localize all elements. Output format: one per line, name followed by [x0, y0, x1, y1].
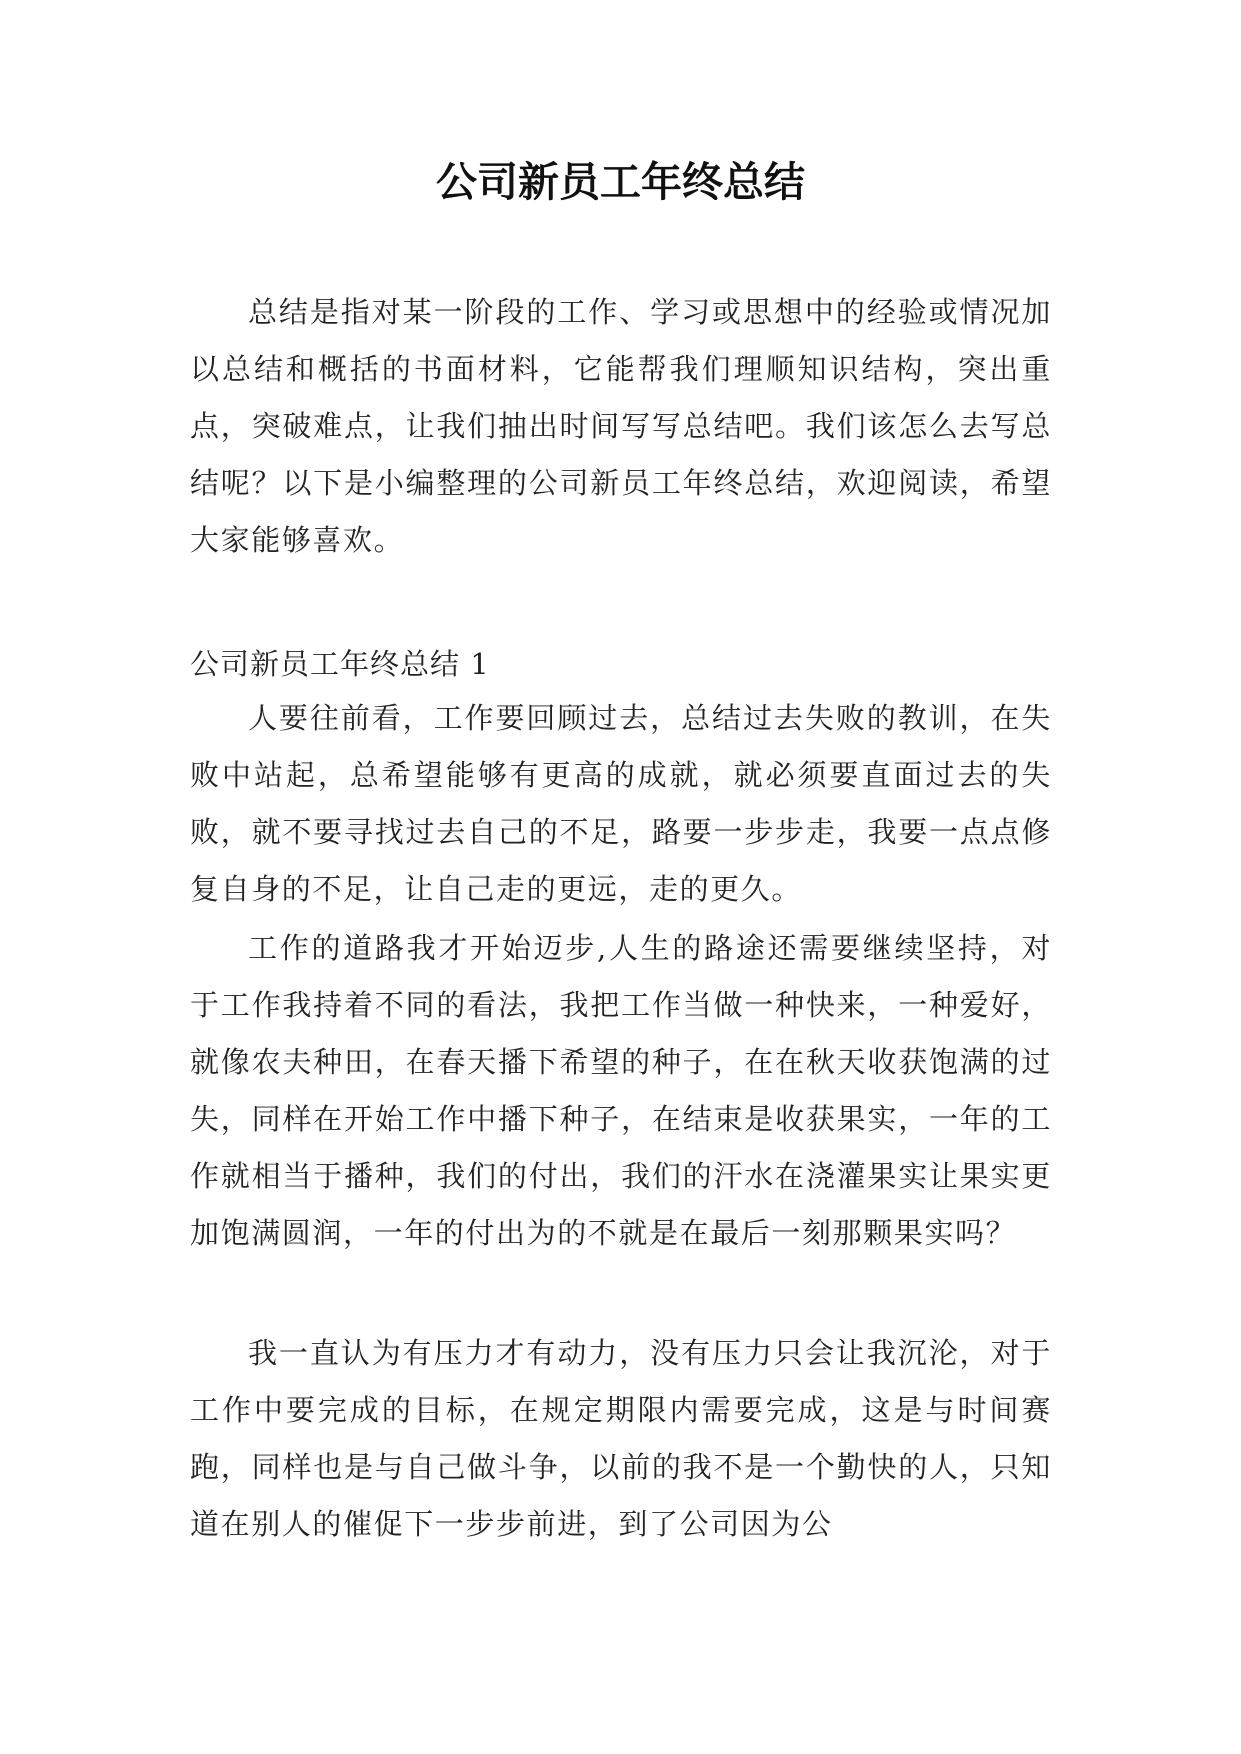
document-title: 公司新员工年终总结 [436, 158, 805, 206]
section-heading: 公司新员工年终总结 1 [190, 647, 490, 681]
intro-paragraph: 总结是指对某一阶段的工作、学习或思想中的经验或情况加以总结和概括的书面材料，它能帮我们理顺知识结构，突出重点，突破难点，让我们抽出时间写写总结吧。我们该怎么去写总结呢？以下是小编整理的公司新员工年终总结，欢迎阅读，希望大家能够喜欢。 [190, 295, 1052, 557]
body-paragraph-1: 人要往前看，工作要回顾过去，总结过去失败的教训，在失败中站起，总希望能够有更高的成就，就必须要直面过去的失败，就不要寻找过去自己的不足，路要一步步走，我要一点点修复自身的不足，让自己走的更远，走的更久。 [190, 701, 1052, 906]
body-paragraph-2: 工作的道路我才开始迈步,人生的路途还需要继续坚持，对于工作我持着不同的看法，我把工作当做一种快来，一种爱好，就像农夫种田，在春天播下希望的种子，在在秋天收获饱满的过失，同样在开始工作中播下种子，在结束是收获果实，一年的工作就相当于播种，我们的付出，我们的汗水在浇灌果实让果实更加饱满圆润，一年的付出为的不就是在最后一刻那颗果实吗？ [190, 931, 1052, 1250]
body-paragraph-3: 我一直认为有压力才有动力，没有压力只会让我沉沦，对于工作中要完成的目标，在规定期限内需要完成，这是与时间赛跑，同样也是与自己做斗争，以前的我不是一个勤快的人，只知道在别人的催促下一步步前进，到了公司因为公 [190, 1336, 1052, 1541]
